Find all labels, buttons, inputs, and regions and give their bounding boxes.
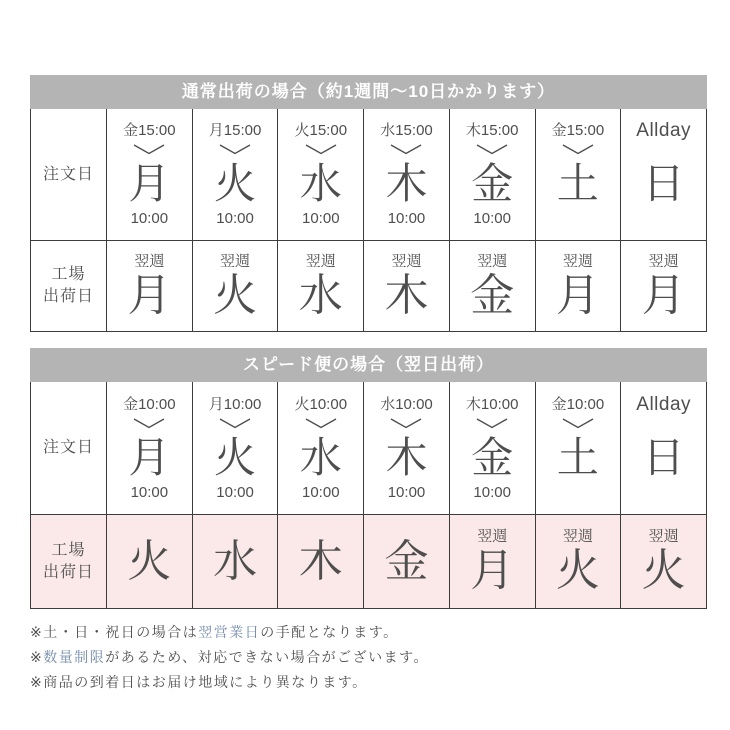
ship-day: 月 (470, 546, 515, 595)
order-day: 土 (556, 160, 599, 207)
order-cell-mon (106, 109, 192, 240)
ship-cell (363, 240, 449, 331)
normal-shipping-body (30, 109, 707, 332)
order-date-row-label (31, 382, 106, 514)
order-deadline: 水15:00 (380, 122, 433, 139)
order-day: 日 (642, 433, 685, 481)
order-cell-sat (535, 109, 621, 240)
ship-day: 火 (127, 536, 172, 586)
chevron-down-icon (562, 143, 594, 156)
next-week-note: 翌週 (220, 252, 251, 270)
order-day: 月 (128, 433, 171, 481)
order-day: 水 (299, 433, 342, 481)
next-week-note: 翌週 (305, 252, 336, 270)
order-deadline: 月15:00 (208, 122, 262, 139)
factory-ship-row (31, 240, 706, 331)
row-label-text: 出荷日 (42, 288, 94, 305)
order-day: 金 (471, 160, 514, 207)
footnote-quantity-limit (30, 645, 700, 670)
ship-cell (535, 514, 621, 608)
ship-day: 火 (641, 546, 686, 595)
ship-cell (106, 514, 192, 608)
footnote-text: ※ (30, 649, 44, 665)
ship-cell (277, 514, 363, 608)
order-cutoff-time: 10:00 (216, 210, 254, 227)
order-deadline: 水10:00 (380, 395, 433, 413)
order-cell-thu (363, 382, 449, 514)
ship-day: 金 (384, 536, 429, 586)
next-week-note: 翌週 (562, 252, 593, 270)
order-cell-mon (106, 382, 192, 514)
order-day: 木 (385, 160, 428, 207)
chevron-down-icon (219, 143, 251, 156)
order-cutoff-time: 10:00 (387, 483, 426, 501)
order-day: 日 (642, 160, 685, 207)
ship-cell (620, 514, 706, 608)
ship-day: 金 (470, 270, 515, 320)
next-week-note: 翌週 (648, 528, 679, 545)
ship-day: 火 (213, 270, 258, 320)
next-week-note: 翌週 (477, 252, 508, 270)
ship-cell (363, 514, 449, 608)
chevron-down-icon (390, 417, 422, 430)
ship-cell (449, 240, 535, 331)
order-deadline: 金10:00 (123, 395, 176, 413)
order-deadline: 木15:00 (465, 122, 519, 139)
order-day: 火 (214, 433, 257, 481)
ship-day: 木 (384, 270, 429, 320)
order-day: 土 (556, 433, 599, 481)
order-cutoff-time: 10:00 (216, 483, 254, 501)
order-cell-sat (535, 382, 621, 514)
ship-day: 火 (555, 546, 600, 595)
footnote-arrival-date (30, 670, 700, 695)
order-cell-tue (192, 382, 278, 514)
order-cell-sun (620, 109, 706, 240)
ship-cell (449, 514, 535, 608)
normal-shipping-title: 通常出荷の場合（約1週間～10日かかります） (30, 75, 707, 109)
chevron-down-icon (390, 143, 422, 156)
speed-shipping-body (30, 382, 707, 609)
chevron-down-icon (133, 417, 165, 430)
footnote-text: の手配となります。 (260, 624, 399, 640)
order-cutoff-time: 10:00 (302, 210, 340, 227)
ship-cell (106, 240, 192, 331)
order-deadline: 火10:00 (294, 395, 348, 413)
ship-cell (620, 240, 706, 331)
order-deadline: 金15:00 (551, 122, 605, 139)
row-label-text: 出荷日 (42, 563, 94, 581)
order-date-row-label (31, 109, 106, 240)
normal-shipping-table (30, 75, 707, 332)
ship-cell (192, 240, 278, 331)
next-week-note: 翌週 (134, 252, 165, 270)
factory-ship-row-highlighted (31, 514, 706, 608)
order-day: 金 (471, 433, 514, 481)
order-cell-tue (192, 109, 278, 240)
order-date-row (31, 382, 706, 514)
factory-ship-row-label (31, 240, 106, 331)
order-deadline: 金10:00 (551, 395, 605, 413)
order-cell-thu (363, 109, 449, 240)
row-label-text: 工場 (51, 266, 86, 283)
ship-day: 水 (298, 270, 343, 320)
order-day: 水 (299, 160, 342, 207)
order-cutoff-time: 10:00 (130, 210, 169, 227)
chevron-down-icon (476, 417, 508, 430)
ship-cell (535, 240, 621, 331)
ship-day: 月 (555, 270, 600, 320)
order-deadline: 月10:00 (208, 395, 262, 413)
order-cell-fri (449, 382, 535, 514)
factory-ship-row-label (31, 514, 106, 608)
ship-day: 木 (298, 536, 343, 586)
order-cell-wed (277, 109, 363, 240)
order-deadline: 木10:00 (465, 395, 519, 413)
order-day: 月 (128, 160, 171, 207)
next-week-note: 翌週 (648, 252, 679, 270)
quantity-limit-link[interactable]: 数量制限 (43, 649, 106, 665)
order-cutoff-time: 10:00 (130, 483, 169, 501)
chevron-down-icon (562, 417, 594, 430)
next-week-note: 翌週 (477, 528, 508, 545)
order-cutoff-time: 10:00 (387, 210, 426, 227)
shipping-schedule (30, 75, 707, 625)
order-cell-sun (620, 382, 706, 514)
order-cutoff-time: 10:00 (473, 483, 511, 501)
ship-cell (277, 240, 363, 331)
order-deadline: 金15:00 (123, 122, 176, 139)
footnote-holidays (30, 620, 700, 645)
next-week-note: 翌週 (391, 252, 422, 270)
order-date-row (31, 109, 706, 240)
footnote-text: ※土・日・祝日の場合は (30, 624, 199, 640)
row-label-text: 工場 (51, 541, 86, 559)
row-label-text: 注文日 (42, 165, 94, 183)
order-deadline-allday: Allday (636, 393, 692, 415)
footnote-text: ※商品の到着日はお届け地域により異なります。 (30, 674, 368, 690)
ship-day: 月 (127, 270, 172, 320)
order-cell-wed (277, 382, 363, 514)
order-cutoff-time: 10:00 (302, 483, 340, 501)
ship-day: 水 (213, 536, 258, 586)
order-cell-fri (449, 109, 535, 240)
chevron-down-icon (219, 417, 251, 430)
row-label-text: 注文日 (42, 439, 94, 456)
order-day: 火 (214, 160, 257, 207)
ship-day: 月 (641, 270, 686, 320)
speed-shipping-table (30, 348, 707, 609)
chevron-down-icon (305, 417, 337, 430)
chevron-down-icon (133, 143, 165, 156)
next-business-day-link[interactable]: 翌営業日 (198, 624, 261, 640)
footnote-text: があるため、対応できない場合がございます。 (105, 649, 430, 665)
order-day: 木 (385, 433, 428, 481)
order-deadline-allday: Allday (636, 120, 692, 141)
order-cutoff-time: 10:00 (473, 210, 511, 227)
chevron-down-icon (305, 143, 337, 156)
speed-shipping-title: スピード便の場合（翌日出荷） (30, 348, 707, 382)
chevron-down-icon (476, 143, 508, 156)
footnotes (30, 620, 700, 695)
order-deadline: 火15:00 (294, 122, 348, 139)
next-week-note: 翌週 (562, 528, 593, 545)
ship-cell (192, 514, 278, 608)
